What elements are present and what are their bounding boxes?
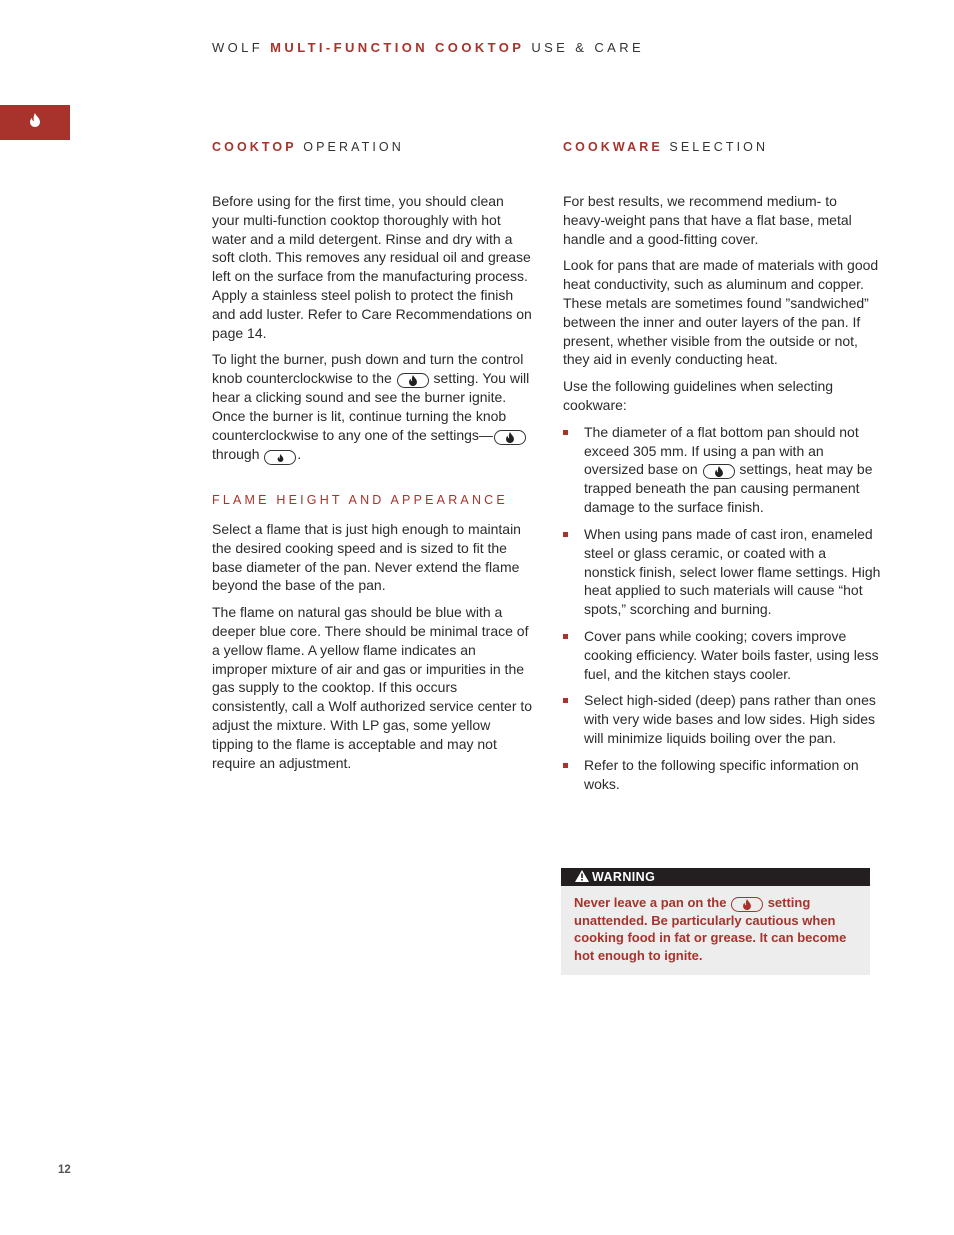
bullet-icon bbox=[563, 763, 568, 768]
title-bold: COOKTOP bbox=[212, 140, 297, 154]
paragraph: Select a flame that is just high enough to maintain the desired cooking speed and is sized to fit the base diameter of the pan. Never extend the flame beyond the base of the pan. bbox=[212, 521, 521, 594]
text: setting. You will hear a clicking sound and see the burner ignite. Once the burner is lit, continue turning the knob counterclockwise to any one of the settings— bbox=[212, 370, 530, 443]
paragraph bbox=[212, 350, 534, 465]
page-header bbox=[212, 40, 644, 55]
guidelines-list bbox=[563, 423, 881, 794]
bullet-icon bbox=[563, 532, 568, 537]
paragraph: The flame on natural gas should be blue with a deeper blue core. There should be minimal trace of a yellow flame. A yellow flame indicates an improper mixture of air and gas or impurities in the gas supply to the cooktop. If this occurs consistently, call a Wolf authorized service center to adjust the mixture. With LP gas, some yellow tipping to the flame is acceptable and may not require an adjustment. bbox=[212, 604, 533, 771]
bullet-icon bbox=[563, 698, 568, 703]
warning-label: WARNING bbox=[592, 870, 656, 884]
text: settings, heat may be trapped beneath the pan causing permanent damage to the surface finish. bbox=[584, 461, 873, 516]
list-item bbox=[563, 627, 881, 683]
section-tab bbox=[0, 105, 70, 140]
paragraph: Before using for the first time, you should clean your multi-function cooktop thoroughly with hot water and a mild detergent. Rinse and dry with a soft cloth. This removes any residual oil and grease left on the surface from the manufacturing process. Apply a stainless steel polish to protect the finish and add luster. Refer to Care Recommendations on page 14. bbox=[212, 193, 532, 341]
paragraph: For best results, we recommend medium- to heavy-weight pans that have a flat base, metal handle and a good-fitting cover. bbox=[563, 193, 852, 247]
high-flame-knob-icon bbox=[397, 373, 429, 388]
text: setting unattended. Be particularly cautious when cooking food in fat or grease. It can become hot enough to ignite. bbox=[574, 895, 847, 963]
list-item bbox=[563, 525, 881, 619]
title-bold: COOKWARE bbox=[563, 140, 663, 154]
text: Cover pans while cooking; covers improve cooking efficiency. Water boils faster, using less fuel, and the kitchen stays cooler. bbox=[584, 627, 879, 682]
paragraph: Use the following guidelines when selecting cookware: bbox=[563, 378, 834, 413]
warning-box bbox=[561, 868, 870, 975]
cooktop-operation-column bbox=[212, 138, 534, 780]
text: Refer to the following specific information on woks. bbox=[584, 756, 859, 792]
low-flame-knob-icon bbox=[264, 450, 296, 465]
header-suffix: USE & CARE bbox=[531, 40, 645, 55]
high-flame-knob-icon bbox=[731, 897, 763, 912]
warning-header bbox=[561, 868, 870, 886]
text: Select high-sided (deep) pans rather than ones with very wide bases and low sides. High sides will minimize liquids boiling over the pan. bbox=[584, 692, 876, 746]
high-flame-knob-icon bbox=[703, 464, 735, 479]
list-item bbox=[563, 756, 881, 794]
text: The diameter of a flat bottom pan should not exceed 305 mm. If using a pan with an oversized base on bbox=[584, 423, 859, 478]
high-flame-knob-icon bbox=[494, 430, 526, 445]
cookware-selection-title bbox=[563, 138, 881, 154]
flame-icon bbox=[29, 113, 41, 132]
text: Never leave a pan on the bbox=[574, 895, 731, 910]
cookware-selection-column bbox=[563, 138, 881, 801]
paragraph: Look for pans that are made of materials with good heat conductivity, such as aluminum and copper. These metals are sometimes found ”sandwiched” between the inner and outer layers of the pan. If present, whether visible from the outside or not, they aid in evenly conducting heat. bbox=[563, 257, 879, 368]
text: through bbox=[212, 445, 264, 462]
bullet-icon bbox=[563, 634, 568, 639]
warning-triangle-icon bbox=[575, 870, 592, 885]
text: When using pans made of cast iron, enameled steel or glass ceramic, or coated with a nonstick finish, select lower flame settings. High heat applied to such materials will cause “hot spots,” scorching and burning. bbox=[584, 525, 881, 618]
list-item bbox=[563, 691, 881, 747]
page-number: 12 bbox=[58, 1164, 71, 1176]
cooktop-operation-title bbox=[212, 138, 534, 154]
list-item bbox=[563, 423, 881, 517]
title-rest: OPERATION bbox=[296, 140, 404, 154]
header-product: MULTI-FUNCTION COOKTOP bbox=[270, 40, 525, 55]
text: . bbox=[297, 445, 302, 462]
header-brand: WOLF bbox=[212, 40, 264, 55]
text: To light the burner, push down and turn the control knob counterclockwise to the bbox=[212, 351, 524, 387]
warning-text bbox=[561, 886, 870, 964]
title-rest: SELECTION bbox=[662, 140, 769, 154]
bullet-icon bbox=[563, 430, 568, 435]
flame-height-subheading: FLAME HEIGHT AND APPEARANCE bbox=[212, 493, 508, 508]
